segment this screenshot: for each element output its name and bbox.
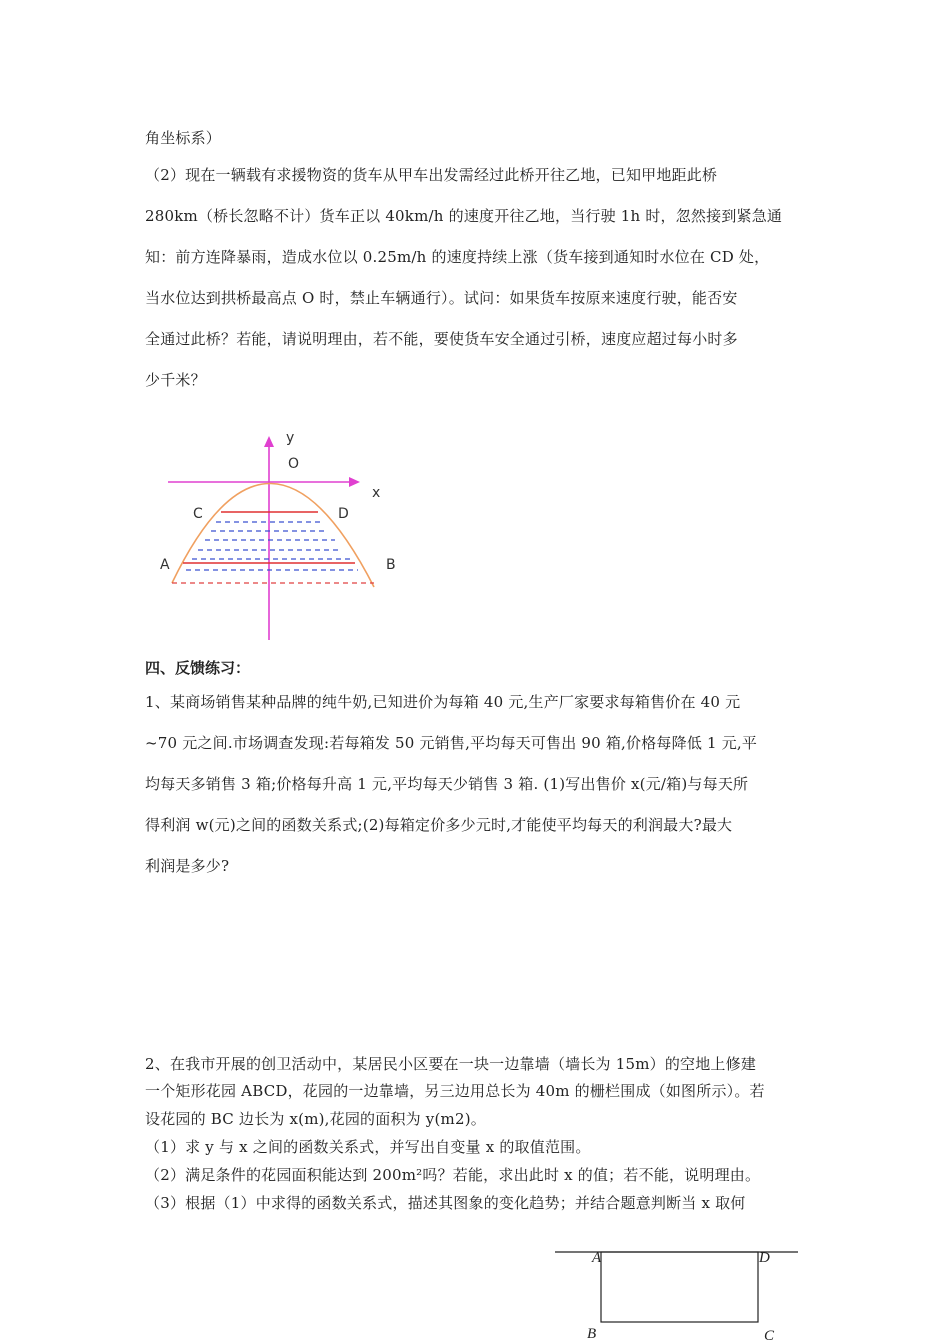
x-axis-arrow-icon xyxy=(349,477,360,487)
text-line: 角坐标系） xyxy=(145,129,222,147)
text-line: 均每天多销售 3 箱;价格每升高 1 元,平均每天少销售 3 箱. (1)写出售价 x(元/箱)与每天所 xyxy=(145,775,749,793)
label-c: C xyxy=(193,506,203,522)
text-line: （2）现在一辆载有求援物资的货车从甲车出发需经过此桥开往乙地，已知甲地距此桥 xyxy=(145,166,718,184)
bridge-arch-diagram xyxy=(150,425,410,645)
text-line: 得利润 w(元)之间的函数关系式;(2)每箱定价多少元时,才能使平均每天的利润最大?最大 xyxy=(145,816,733,834)
label-d: D xyxy=(759,1250,770,1266)
label-b: B xyxy=(587,1326,597,1342)
text-line: （2）满足条件的花园面积能达到 200m²吗？若能，求出此时 x 的值；若不能，说明理由。 xyxy=(145,1166,761,1184)
label-d: D xyxy=(338,506,349,522)
text-line: 280km（桥长忽略不计）货车正以 40km/h 的速度开往乙地，当行驶 1h 时，忽然接到紧急通 xyxy=(145,207,783,225)
text-line: 知：前方连降暴雨，造成水位以 0.25m/h 的速度持续上涨（货车接到通知时水位在 CD 处， xyxy=(145,248,770,266)
label-a: A xyxy=(592,1250,602,1266)
text-line: 2、在我市开展的创卫活动中，某居民小区要在一块一边靠墙（墙长为 15m）的空地上修建 xyxy=(145,1055,757,1073)
text-line: 全通过此桥？若能，请说明理由，若不能，要使货车安全通过引桥，速度应超过每小时多 xyxy=(145,330,738,348)
label-x: x xyxy=(372,485,381,501)
text-line: 1、某商场销售某种品牌的纯牛奶,已知进价为每箱 40 元,生产厂家要求每箱售价在 40 元 xyxy=(145,693,741,711)
arch-curve xyxy=(172,483,374,587)
garden-diagram xyxy=(550,1244,810,1344)
text-line: ~70 元之间.市场调查发现:若每箱发 50 元销售,平均每天可售出 90 箱,价格每降低 1 元,平 xyxy=(145,734,758,752)
label-b: B xyxy=(386,557,396,573)
label-a: A xyxy=(160,557,170,573)
text-line: 利润是多少? xyxy=(145,857,230,875)
text-line: （3）根据（1）中求得的函数关系式，描述其图象的变化趋势；并结合题意判断当 x 取何 xyxy=(145,1194,746,1212)
garden-rectangle xyxy=(601,1252,758,1322)
label-o: O xyxy=(288,456,300,472)
label-c: C xyxy=(764,1328,775,1344)
text-line: 少千米？ xyxy=(145,371,206,389)
text-line: 设花园的 BC 边长为 x(m),花园的面积为 y(m2)。 xyxy=(145,1110,486,1128)
text-line: （1）求 y 与 x 之间的函数关系式，并写出自变量 x 的取值范围。 xyxy=(145,1138,591,1156)
y-axis-arrow-icon xyxy=(264,436,274,447)
text-line: 当水位达到拱桥最高点 O 时，禁止车辆通行）。试问：如果货车按原来速度行驶，能否安 xyxy=(145,289,738,307)
section-heading: 四、反馈练习： xyxy=(145,659,251,677)
text-line: 一个矩形花园 ABCD，花园的一边靠墙，另三边用总长为 40m 的栅栏围成（如图所示）。若 xyxy=(145,1082,765,1100)
label-y: y xyxy=(286,430,295,446)
